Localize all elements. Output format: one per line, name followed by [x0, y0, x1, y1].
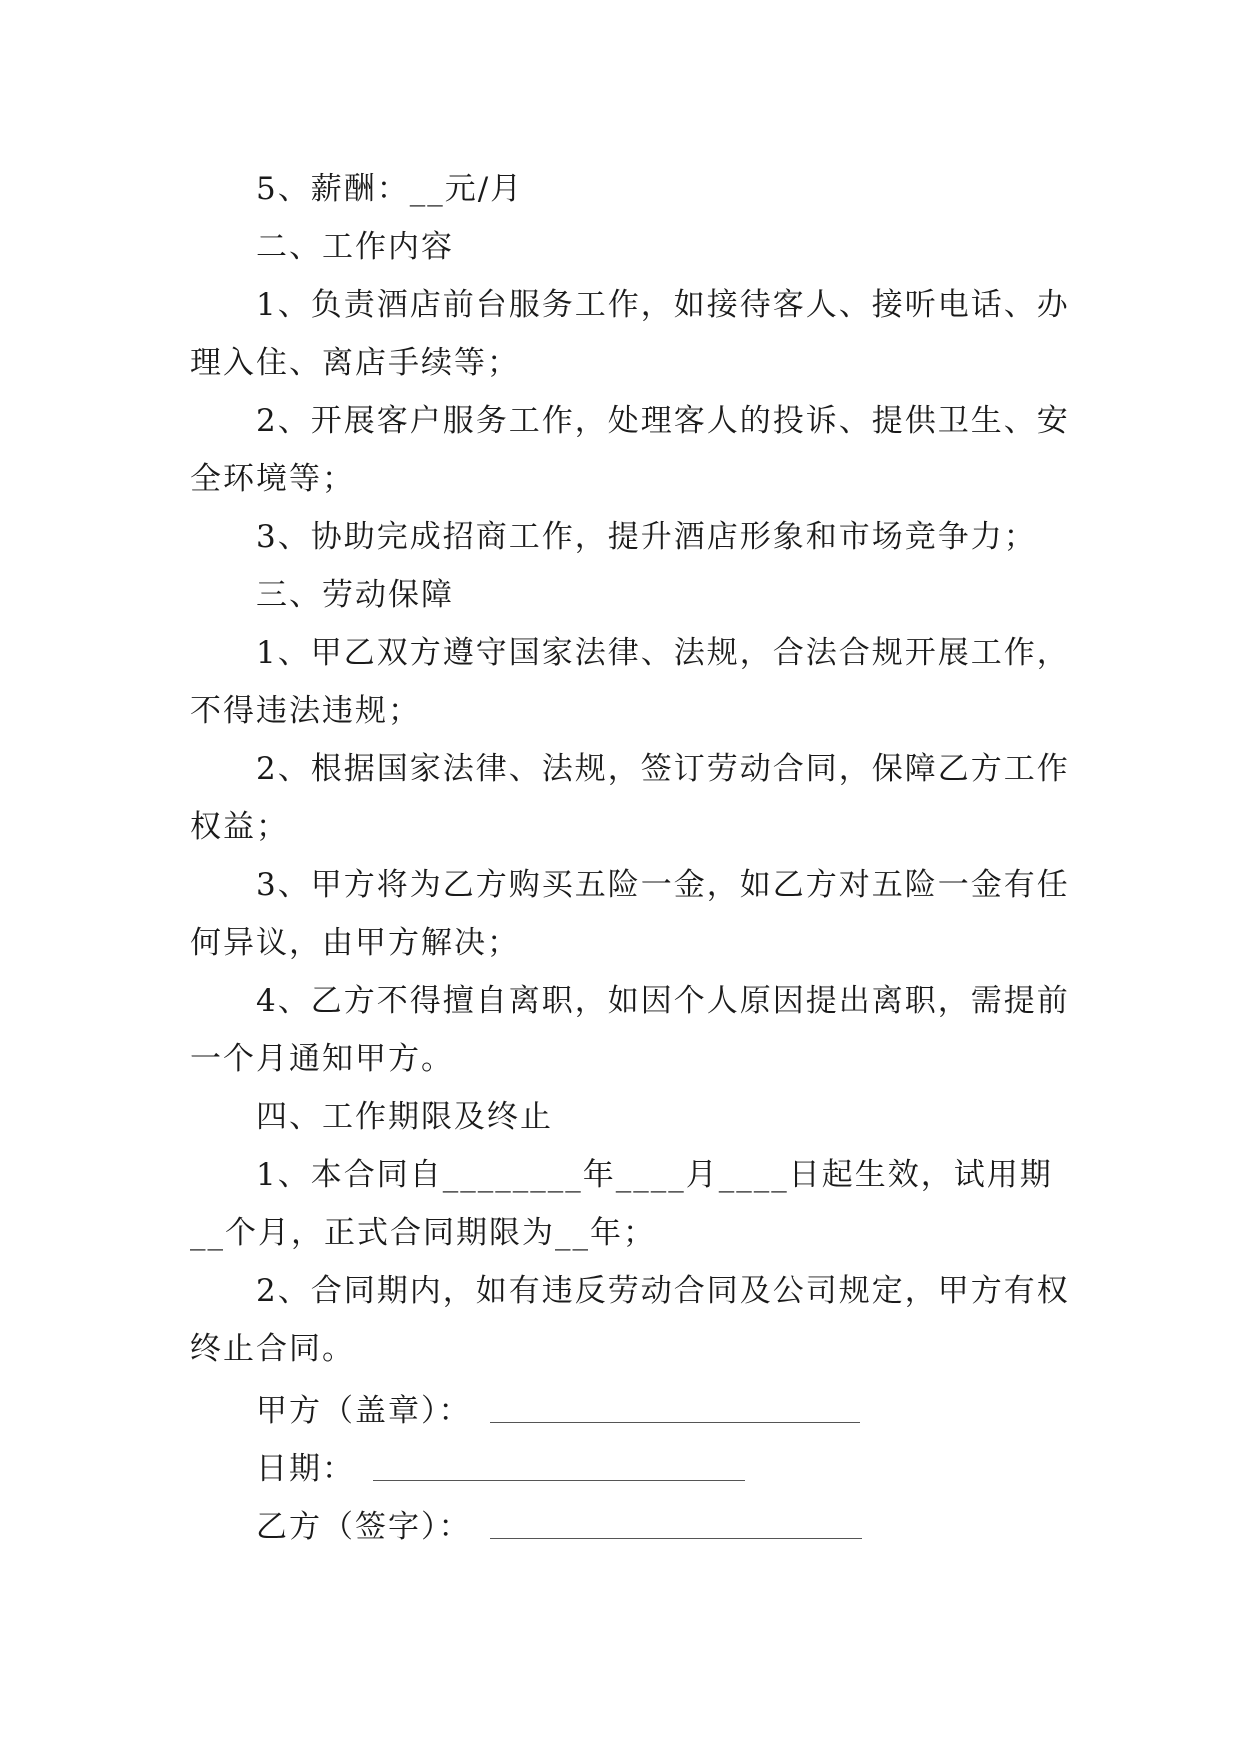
term-item-2: 2、合同期内，如有违反劳动合同及公司规定，甲方有权终止合同。	[190, 1273, 1070, 1367]
labor-item-4: 4、乙方不得擅自离职，如因个人原因提出离职，需提前一个月通知甲方。	[190, 983, 1070, 1077]
labor-item-1: 1、甲乙双方遵守国家法律、法规，合法合规开展工作，不得违法违规；	[190, 635, 1070, 729]
date-label: 日期：	[256, 1450, 355, 1487]
party-b-label: 乙方（签字）：	[256, 1508, 472, 1545]
party-a-label: 甲方（盖章）：	[256, 1392, 472, 1429]
labor-item-3: 3、甲方将为乙方购买五险一金，如乙方对五险一金有任何异议，由甲方解决；	[190, 867, 1070, 961]
labor-item-2: 2、根据国家法律、法规，签订劳动合同，保障乙方工作权益；	[190, 751, 1070, 845]
work-item-3: 3、协助完成招商工作，提升酒店形象和市场竞争力；	[256, 519, 1037, 555]
work-item-2: 2、开展客户服务工作，处理客人的投诉、提供卫生、安全环境等；	[190, 403, 1070, 497]
contract-body	[190, 160, 1070, 1552]
signature-party-a	[190, 1378, 1070, 1436]
date-signature-line	[373, 1478, 745, 1481]
term-item-1: 1、本合同自________年____月____日起生效，试用期__个月，正式合同期限为__年；	[190, 1157, 1053, 1251]
section-heading-work-content: 二、工作内容	[256, 229, 454, 265]
signature-party-b	[190, 1494, 1070, 1552]
salary-line: 5、薪酬：__元/月	[256, 171, 524, 207]
section-heading-term: 四、工作期限及终止	[256, 1099, 553, 1135]
work-item-1: 1、负责酒店前台服务工作，如接待客人、接听电话、办理入住、离店手续等；	[190, 287, 1070, 381]
party-b-signature-line	[490, 1536, 862, 1539]
section-heading-labor-protection: 三、劳动保障	[256, 577, 454, 613]
signature-date	[190, 1436, 1070, 1494]
party-a-signature-line	[490, 1420, 860, 1423]
